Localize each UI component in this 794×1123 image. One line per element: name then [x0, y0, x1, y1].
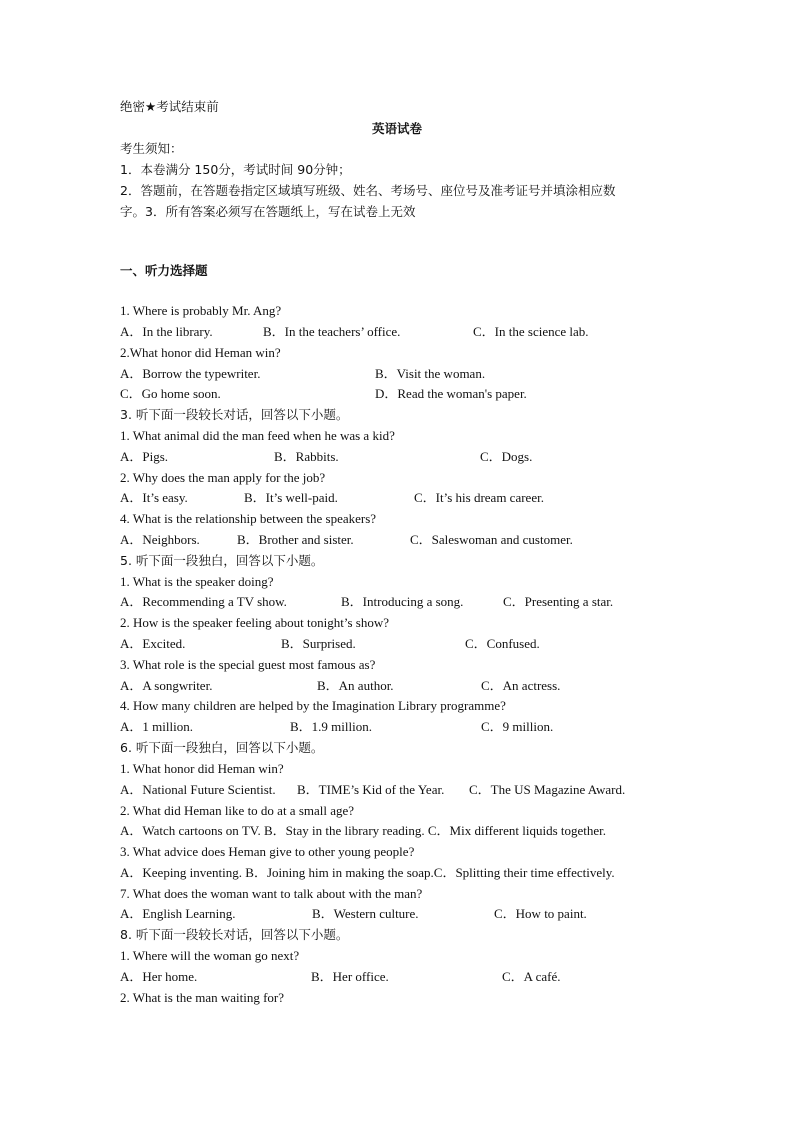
notice-item-2a: 2．答题前，在答题卷指定区域填写班级、姓名、考场号、座位号及准考证号并填涂相应数	[120, 183, 616, 198]
answer-option: A．Her home.	[120, 969, 198, 984]
answer-option: A．National Future Scientist.	[120, 782, 276, 797]
answer-option: B．Rabbits.	[274, 449, 339, 464]
answer-option: A．In the library.	[120, 324, 213, 339]
question-text: 2.What honor did Heman win?	[120, 345, 281, 360]
question-text: 2. What is the man waiting for?	[120, 990, 285, 1005]
section-title: 一、听力选择题	[120, 263, 208, 278]
question-text: 1. What animal did the man feed when he was a kid?	[120, 428, 395, 443]
question-text: 1. What is the speaker doing?	[120, 574, 274, 589]
question-group-instruction: 5. 听下面一段独白，回答以下小题。	[120, 553, 324, 568]
answer-option: C．The US Magazine Award.	[469, 782, 626, 797]
question-text: 3. What role is the special guest most famous as?	[120, 657, 376, 672]
answer-option: A．1 million.	[120, 719, 193, 734]
page-title: 英语试卷	[371, 121, 422, 136]
question-group-instruction: 8. 听下面一段较长对话，回答以下小题。	[120, 927, 349, 942]
answer-option: A．A songwriter.	[120, 678, 213, 693]
answer-option: C．Confused.	[465, 636, 540, 651]
answer-option: A．Watch cartoons on TV. B．Stay in the library reading. C．Mix different liquids together.	[120, 823, 607, 838]
question-text: 4. How many children are helped by the Imagination Library programme?	[120, 698, 506, 713]
answer-option: B．Introducing a song.	[341, 594, 464, 609]
answer-option: C．Presenting a star.	[503, 594, 614, 609]
question-group-instruction: 6. 听下面一段独白，回答以下小题。	[120, 740, 324, 755]
answer-option: A．Neighbors.	[120, 532, 200, 547]
answer-option: B．An author.	[317, 678, 394, 693]
answer-option: A．It’s easy.	[120, 490, 188, 505]
answer-option: A．Excited.	[120, 636, 186, 651]
answer-option: A．Keeping inventing. B．Joining him in making the soap.C．Splitting their time effectively.	[120, 865, 615, 880]
answer-option: B．Visit the woman.	[375, 366, 486, 381]
answer-option: C．9 million.	[481, 719, 554, 734]
answer-option: C．An actress.	[481, 678, 561, 693]
question-text: 2. Why does the man apply for the job?	[120, 470, 326, 485]
notice-item-2b: 字。3．所有答案必须写在答题纸上，写在试卷上无效	[120, 204, 416, 219]
confidential-label: 绝密★考试结束前	[120, 99, 219, 114]
answer-option: B．Western culture.	[312, 906, 419, 921]
answer-option: D．Read the woman's paper.	[375, 386, 527, 401]
answer-option: B．In the teachers’ office.	[263, 324, 401, 339]
question-text: 2. How is the speaker feeling about tonight’s show?	[120, 615, 389, 630]
question-text: 1. Where is probably Mr. Ang?	[120, 303, 282, 318]
answer-option: B．Surprised.	[281, 636, 356, 651]
answer-option: C．It’s his dream career.	[414, 490, 544, 505]
answer-option: B．Brother and sister.	[237, 532, 354, 547]
answer-option: B．TIME’s Kid of the Year.	[297, 782, 445, 797]
answer-option: A．English Learning.	[120, 906, 236, 921]
question-text: 4. What is the relationship between the speakers?	[120, 511, 377, 526]
answer-option: B．It’s well-paid.	[244, 490, 338, 505]
answer-option: A．Borrow the typewriter.	[120, 366, 261, 381]
answer-option: B．1.9 million.	[290, 719, 372, 734]
notice-item-1: 1．本卷满分 150分，考试时间 90分钟；	[120, 162, 351, 177]
answer-option: C．In the science lab.	[473, 324, 589, 339]
answer-option: C．Dogs.	[480, 449, 533, 464]
question-text: 3. What advice does Heman give to other young people?	[120, 844, 415, 859]
answer-option: C．How to paint.	[494, 906, 587, 921]
answer-option: C．Saleswoman and customer.	[410, 532, 573, 547]
answer-option: C．Go home soon.	[120, 386, 221, 401]
question-text: 7. What does the woman want to talk about with the man?	[120, 886, 423, 901]
question-text: 1. Where will the woman go next?	[120, 948, 300, 963]
answer-option: A．Recommending a TV show.	[120, 594, 287, 609]
question-text: 2. What did Heman like to do at a small age?	[120, 803, 355, 818]
answer-option: C．A café.	[502, 969, 561, 984]
question-text: 1. What honor did Heman win?	[120, 761, 284, 776]
answer-option: A．Pigs.	[120, 449, 169, 464]
answer-option: B．Her office.	[311, 969, 389, 984]
notice-label: 考生须知：	[120, 141, 183, 156]
question-group-instruction: 3. 听下面一段较长对话，回答以下小题。	[120, 407, 349, 422]
